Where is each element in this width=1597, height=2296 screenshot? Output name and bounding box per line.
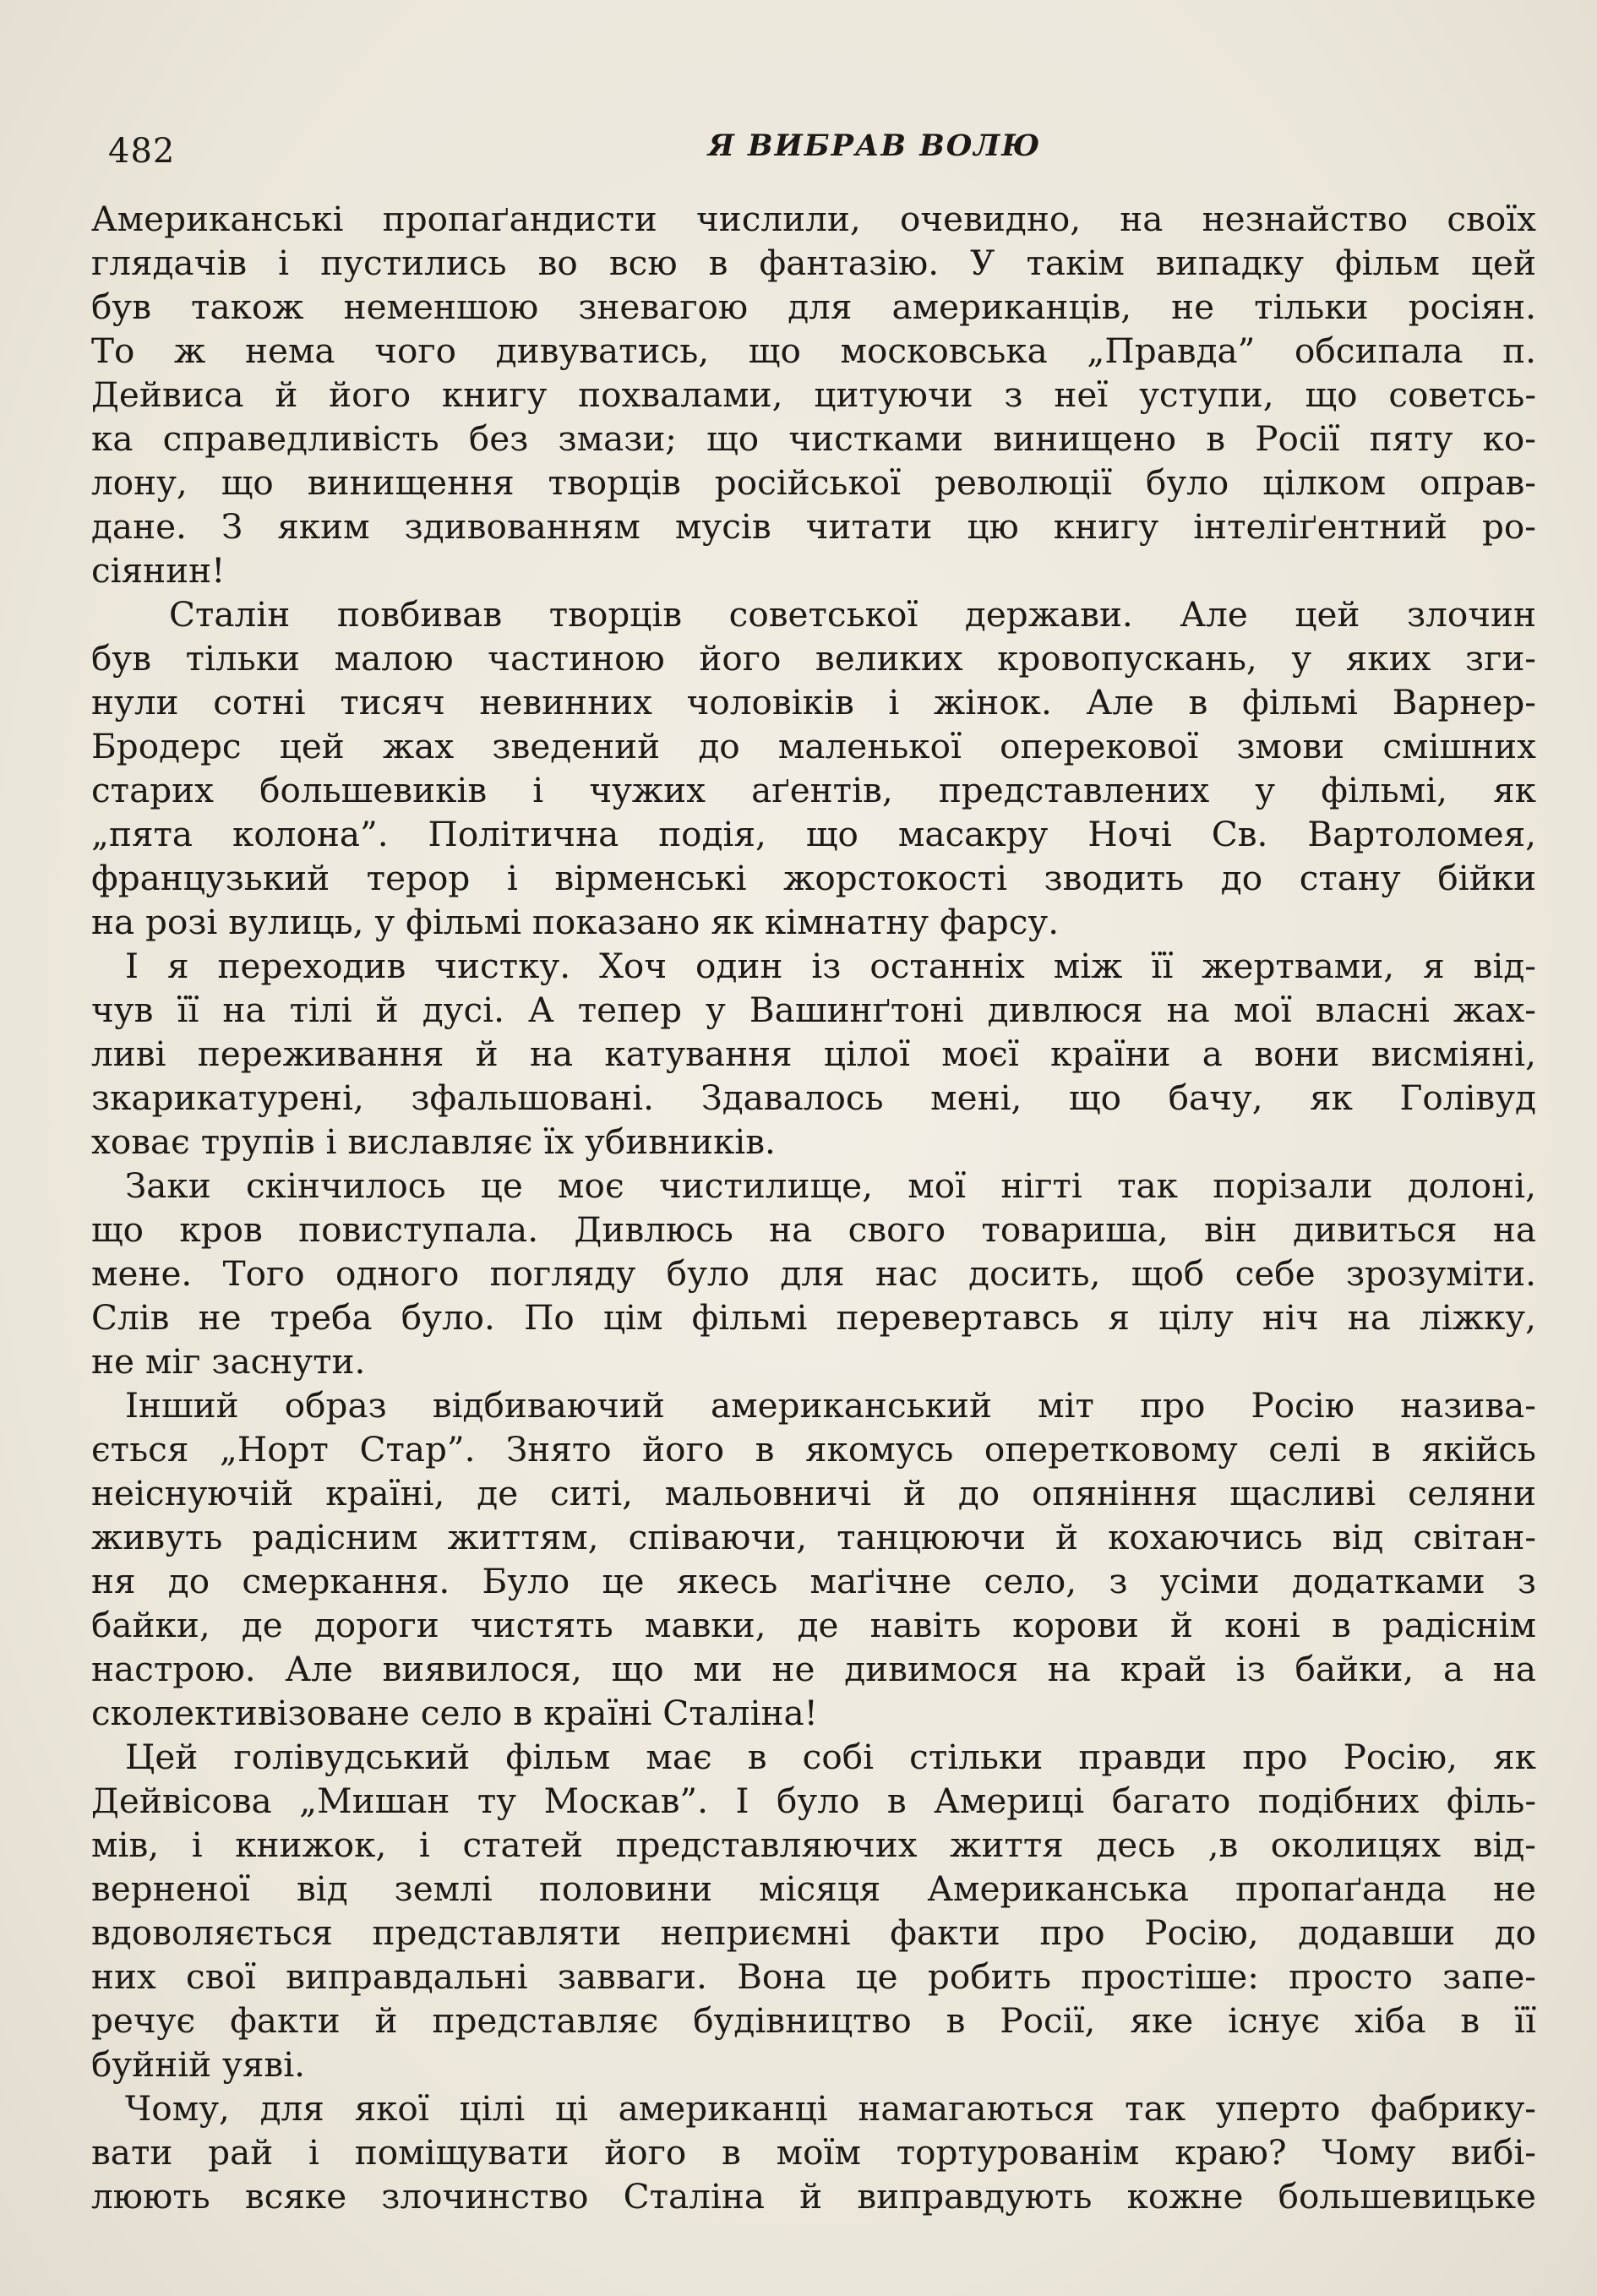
text-line: Слів не треба було. По цім фільмі перевертавсь я цілу ніч на ліжку, xyxy=(91,1297,1536,1338)
text-line: що кров повиступала. Дивлюсь на свого товариша, він дивиться на xyxy=(91,1209,1536,1250)
paragraph xyxy=(91,1164,1536,1383)
text-line: Дейвиса й його книгу похвалами, цитуючи з неї уступи, що советсь- xyxy=(91,374,1536,415)
text-line: І я переходив чистку. Хоч один із останніх між її жертвами, я від- xyxy=(125,946,1536,986)
text-line: ється „Норт Стар”. Знято його в якомусь опереткoвому селі в якійсь xyxy=(91,1429,1536,1470)
text-line: ховає трупів і виславляє їх убивників. xyxy=(91,1121,776,1162)
text-line: не міг заснути. xyxy=(91,1341,366,1382)
text-line: сколективізоване село в країні Сталіна! xyxy=(91,1693,818,1733)
text-line: французький терор і вірменські жорстокості зводить до стану бійки xyxy=(91,858,1536,898)
text-line: них свої виправдальні завваги. Вона це робить простіше: просто запе- xyxy=(91,1956,1536,1997)
text-line: глядачів і пустились во всю в фантазію. У такім випадку фільм цей xyxy=(91,243,1536,283)
running-head xyxy=(108,127,1536,177)
text-line: Дейвісова „Мишан ту Москав”. І було в Америці багато подібних філь- xyxy=(91,1781,1536,1821)
text-line: нули сотні тисяч невинних чоловіків і жінок. Але в фільмі Варнер- xyxy=(91,682,1536,723)
text-line: був тільки малою частиною його великих кровопускань, у яких зги- xyxy=(91,638,1536,679)
paragraph xyxy=(91,2086,1536,2218)
text-line: Заки скінчилось це моє чистилище, мої нігті так порізали долоні, xyxy=(125,1165,1536,1206)
text-line: вати рай і поміщувати його в моїм тортурованім краю? Чому вибі- xyxy=(91,2132,1536,2173)
text-line: чув її на тілі й дусі. А тепер у Вашинґтоні дивлюся на мої власні жах- xyxy=(91,990,1536,1030)
text-line: ливі переживання й на катування цілої моєї країни а вони висміяні, xyxy=(91,1033,1536,1074)
paragraph xyxy=(91,944,1536,1164)
paragraph xyxy=(91,1383,1536,1735)
text-line: дане. З яким здивованням мусів читати цю книгу інтеліґентний ро- xyxy=(91,506,1536,547)
text-line: Сталін повбивав творців советської держави. Але цей злочин xyxy=(169,594,1536,635)
paragraph xyxy=(91,197,1536,592)
text-line: був також неменшою зневагою для американців, не тільки росіян. xyxy=(91,286,1536,327)
text-line: Цей голівудський фільм має в собі стільки правди про Росію, як xyxy=(125,1737,1536,1777)
text-line: ка справедливість без змази; що чистками винищено в Росії пяту ко- xyxy=(91,418,1536,459)
text-line: Чому, для якої цілі ці американці намагаються так уперто фабрику- xyxy=(125,2088,1536,2129)
text-line: лону, що винищення творців російської революції було цілком оправ- xyxy=(91,462,1536,503)
text-line: на розі вулиць, у фільмі показано як кімнатну фарсу. xyxy=(91,902,1060,942)
text-line: люють всяке злочинство Сталіна й виправдують кожне большевицьке xyxy=(91,2176,1536,2217)
text-line: мене. Того одного погляду було для нас досить, щоб себе зрозуміти. xyxy=(91,1253,1536,1294)
text-line: Американські пропаґандисти числили, очевидно, на незнайство своїх xyxy=(91,199,1536,239)
text-line: неіснуючій країні, де ситі, мальовничі й до опяніння щасливі селяни xyxy=(91,1473,1536,1513)
text-line: мів, і книжок, і статей представляючих життя десь ,в околицях від- xyxy=(91,1824,1536,1865)
running-title: Я ВИБРАВ ВОЛЮ xyxy=(708,128,1042,163)
text-line: верненої від землі половини місяця Американська пропаґанда не xyxy=(91,1868,1536,1909)
paragraph xyxy=(91,1735,1536,2086)
text-line: То ж нема чого дивуватись, що московська „Правда” обсипала п. xyxy=(91,330,1536,371)
text-line: „пята колона”. Політична подія, що масакру Ночі Св. Вартоломея, xyxy=(91,814,1536,854)
text-line: буйній уяві. xyxy=(91,2044,306,2085)
text-line: Бродерс цей жах зведений до маленької оперекової змови смішних xyxy=(91,726,1536,766)
text-line: зкарикатурені, зфальшовані. Здавалось мені, що бачу, як Голівуд xyxy=(91,1077,1536,1118)
text-line: вдоволяється представляти неприємні факти про Росію, додавши до xyxy=(91,1912,1536,1953)
text-line: живуть радісним життям, співаючи, танцюючи й кохаючись від світан- xyxy=(91,1517,1536,1557)
text-line: ня до смеркання. Було це якесь маґічне село, з усіми додатками з xyxy=(91,1561,1536,1601)
paragraph xyxy=(91,592,1536,944)
text-line: старих большевиків і чужих аґентів, представлених у фільмі, як xyxy=(91,770,1536,810)
body-text xyxy=(91,197,1536,2218)
text-line: настрою. Але виявилося, що ми не дивимося на край із байки, а на xyxy=(91,1649,1536,1689)
page-number: 482 xyxy=(108,132,176,171)
text-line: речує факти й представляє будівництво в Росії, яке існує хіба в її xyxy=(91,2000,1536,2041)
text-line: байки, де дороги чистять мавки, де навіть корови й коні в радіснім xyxy=(91,1605,1536,1645)
text-line: Інший образ відбиваючий американський міт про Росію назива- xyxy=(125,1385,1536,1426)
text-line: сіянин! xyxy=(91,550,226,591)
